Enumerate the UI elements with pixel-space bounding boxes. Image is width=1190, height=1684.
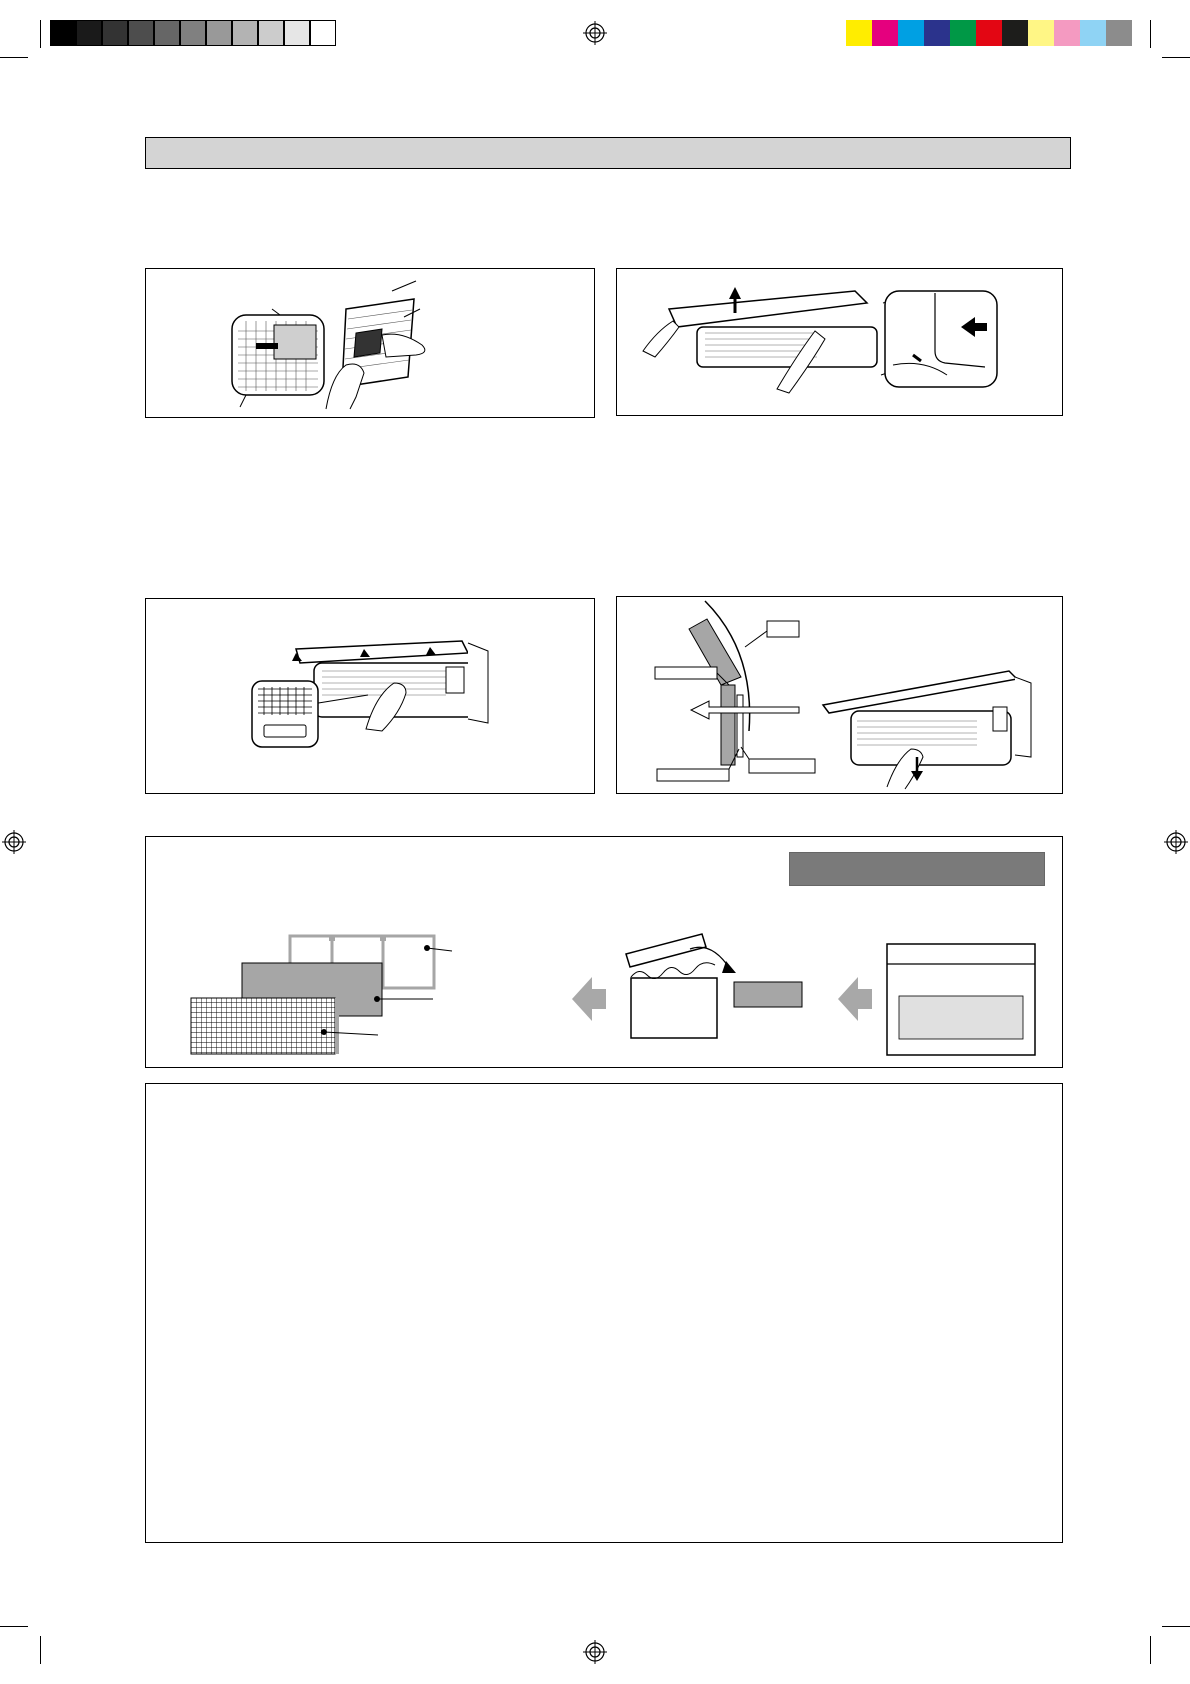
registration-mark-icon — [583, 1640, 607, 1664]
text-block-frame — [145, 1083, 1063, 1543]
registration-mark-icon — [583, 21, 607, 45]
figure-filter-cross-section — [616, 596, 1063, 794]
figure-open-panel — [616, 268, 1063, 416]
figure-filter-replacement — [145, 836, 1063, 1068]
registration-mark-icon — [1164, 830, 1188, 854]
figure-attach-filter — [145, 598, 595, 794]
figure-filter-detach — [145, 268, 595, 418]
registration-mark-icon — [2, 830, 26, 854]
section-header-band — [145, 137, 1071, 169]
